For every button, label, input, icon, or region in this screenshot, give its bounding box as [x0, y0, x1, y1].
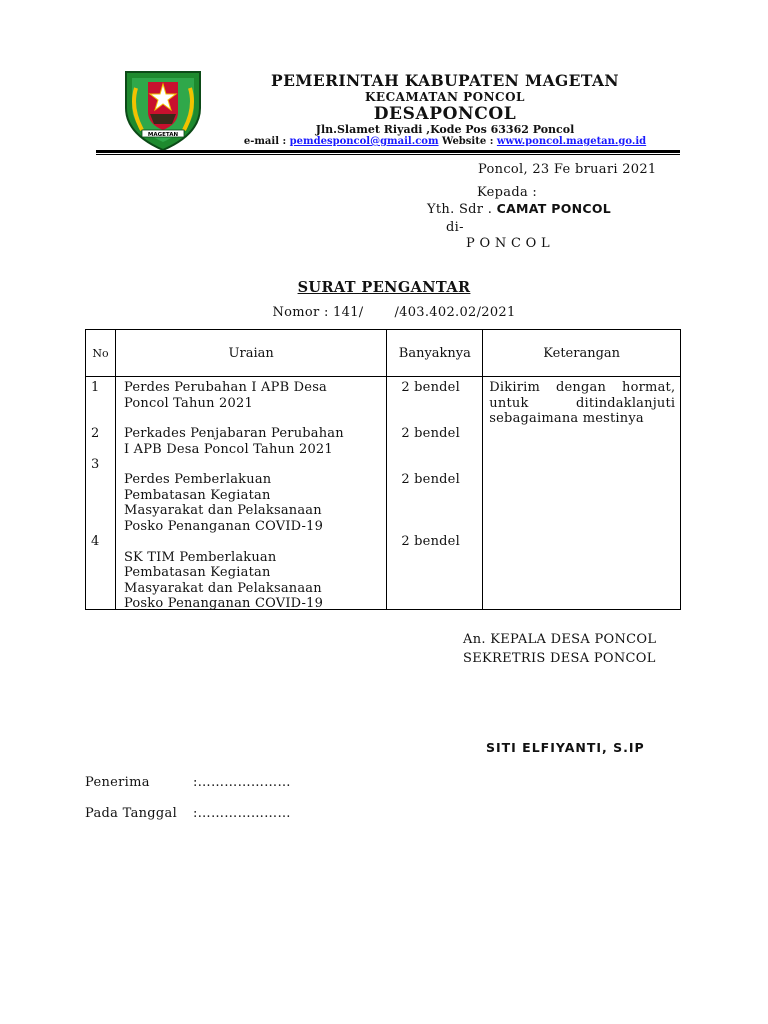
uraian-cell — [115, 377, 386, 610]
uraian-line: Masyarakat dan Pelaksanaan — [123, 580, 322, 596]
tanggal-value: :………………… — [193, 806, 291, 821]
recipient-name: CAMAT PONCOL — [496, 201, 612, 216]
banyaknya-value: 2 bendel — [401, 380, 460, 395]
header-village: DESAPONCOL — [373, 104, 517, 124]
banyaknya-value: 2 bendel — [401, 472, 460, 487]
recipient-city: P O N C O L — [466, 236, 550, 251]
di-label: di- — [446, 220, 464, 235]
website-link[interactable]: www.poncol.magetan.go.id — [496, 136, 647, 147]
table-body-row — [86, 377, 681, 610]
letter-number: Nomor : 141/ /403.402.02/2021 — [272, 305, 516, 320]
header-regency: PEMERINTAH KABUPATEN MAGETAN — [271, 71, 619, 90]
no-cell — [86, 377, 116, 610]
row-no: 1 — [91, 380, 100, 395]
keterangan-cell — [483, 377, 681, 610]
col-header-no: No — [86, 330, 116, 377]
row-no: 4 — [91, 534, 100, 549]
header-district: KECAMATAN PONCOL — [365, 90, 525, 104]
letter-title: SURAT PENGANTAR — [297, 279, 471, 296]
items-table — [85, 329, 681, 610]
col-header-uraian: Uraian — [115, 330, 386, 377]
logo-banner-text: MAGETAN — [147, 131, 179, 138]
col-header-banyaknya: Banyaknya — [387, 330, 483, 377]
recipient-line — [427, 201, 611, 217]
letterhead-divider-thin — [96, 154, 680, 155]
uraian-line: SK TIM Pemberlakuan — [123, 549, 277, 565]
uraian-line: Perkades Penjabaran Perubahan — [123, 426, 344, 441]
uraian-line: Perdes Pemberlakuan — [123, 472, 272, 487]
uraian-line: Posko Penanganan COVID-19 — [123, 596, 324, 611]
tanggal-label: Pada Tanggal — [85, 806, 178, 821]
signature-line1: An. KEPALA DESA PONCOL — [463, 632, 657, 647]
kepada-label: Kepada : — [477, 185, 538, 200]
magetan-regency-logo — [120, 68, 206, 152]
uraian-line: Masyarakat dan Pelaksanaan — [123, 503, 322, 518]
header-address: Jln.Slamet Riyadi ,Kode Pos 63362 Poncol — [315, 123, 575, 136]
table-header-row — [86, 330, 681, 377]
row-no: 2 — [91, 426, 100, 441]
letterhead-divider — [96, 150, 680, 153]
uraian-line: Pembatasan Kegiatan — [123, 487, 271, 503]
penerima-value: :………………… — [193, 775, 291, 790]
row-no: 3 — [91, 457, 100, 472]
place-date: Poncol, 23 Fe bruari 2021 — [478, 162, 657, 177]
signature-line2: SEKRETRIS DESA PONCOL — [463, 651, 656, 666]
banyaknya-cell — [387, 377, 483, 610]
uraian-line: Pembatasan Kegiatan — [123, 565, 271, 580]
penerima-label: Penerima — [85, 775, 150, 790]
uraian-line: Perdes Perubahan I APB Desa — [123, 380, 328, 395]
uraian-line: I APB Desa Poncol Tahun 2021 — [123, 441, 333, 457]
uraian-line: Posko Penanganan COVID-19 — [123, 518, 324, 534]
yth-label: Yth. Sdr . — [427, 202, 493, 217]
banyaknya-value: 2 bendel — [401, 534, 460, 549]
keterangan-text: Dikirim dengan hormat, untuk ditindaklanjuti sebagaimana mestinya — [489, 380, 676, 426]
email-link[interactable]: pemdesponcol@gmail.com — [289, 136, 439, 147]
uraian-line: Poncol Tahun 2021 — [123, 395, 253, 411]
header-contact — [210, 136, 680, 147]
website-label: Website : — [438, 136, 494, 147]
signer-name: SITI ELFIYANTI, S.IP — [486, 740, 645, 755]
email-label: e-mail : — [243, 136, 287, 147]
banyaknya-value: 2 bendel — [401, 426, 460, 441]
col-header-keterangan: Keterangan — [483, 330, 681, 377]
